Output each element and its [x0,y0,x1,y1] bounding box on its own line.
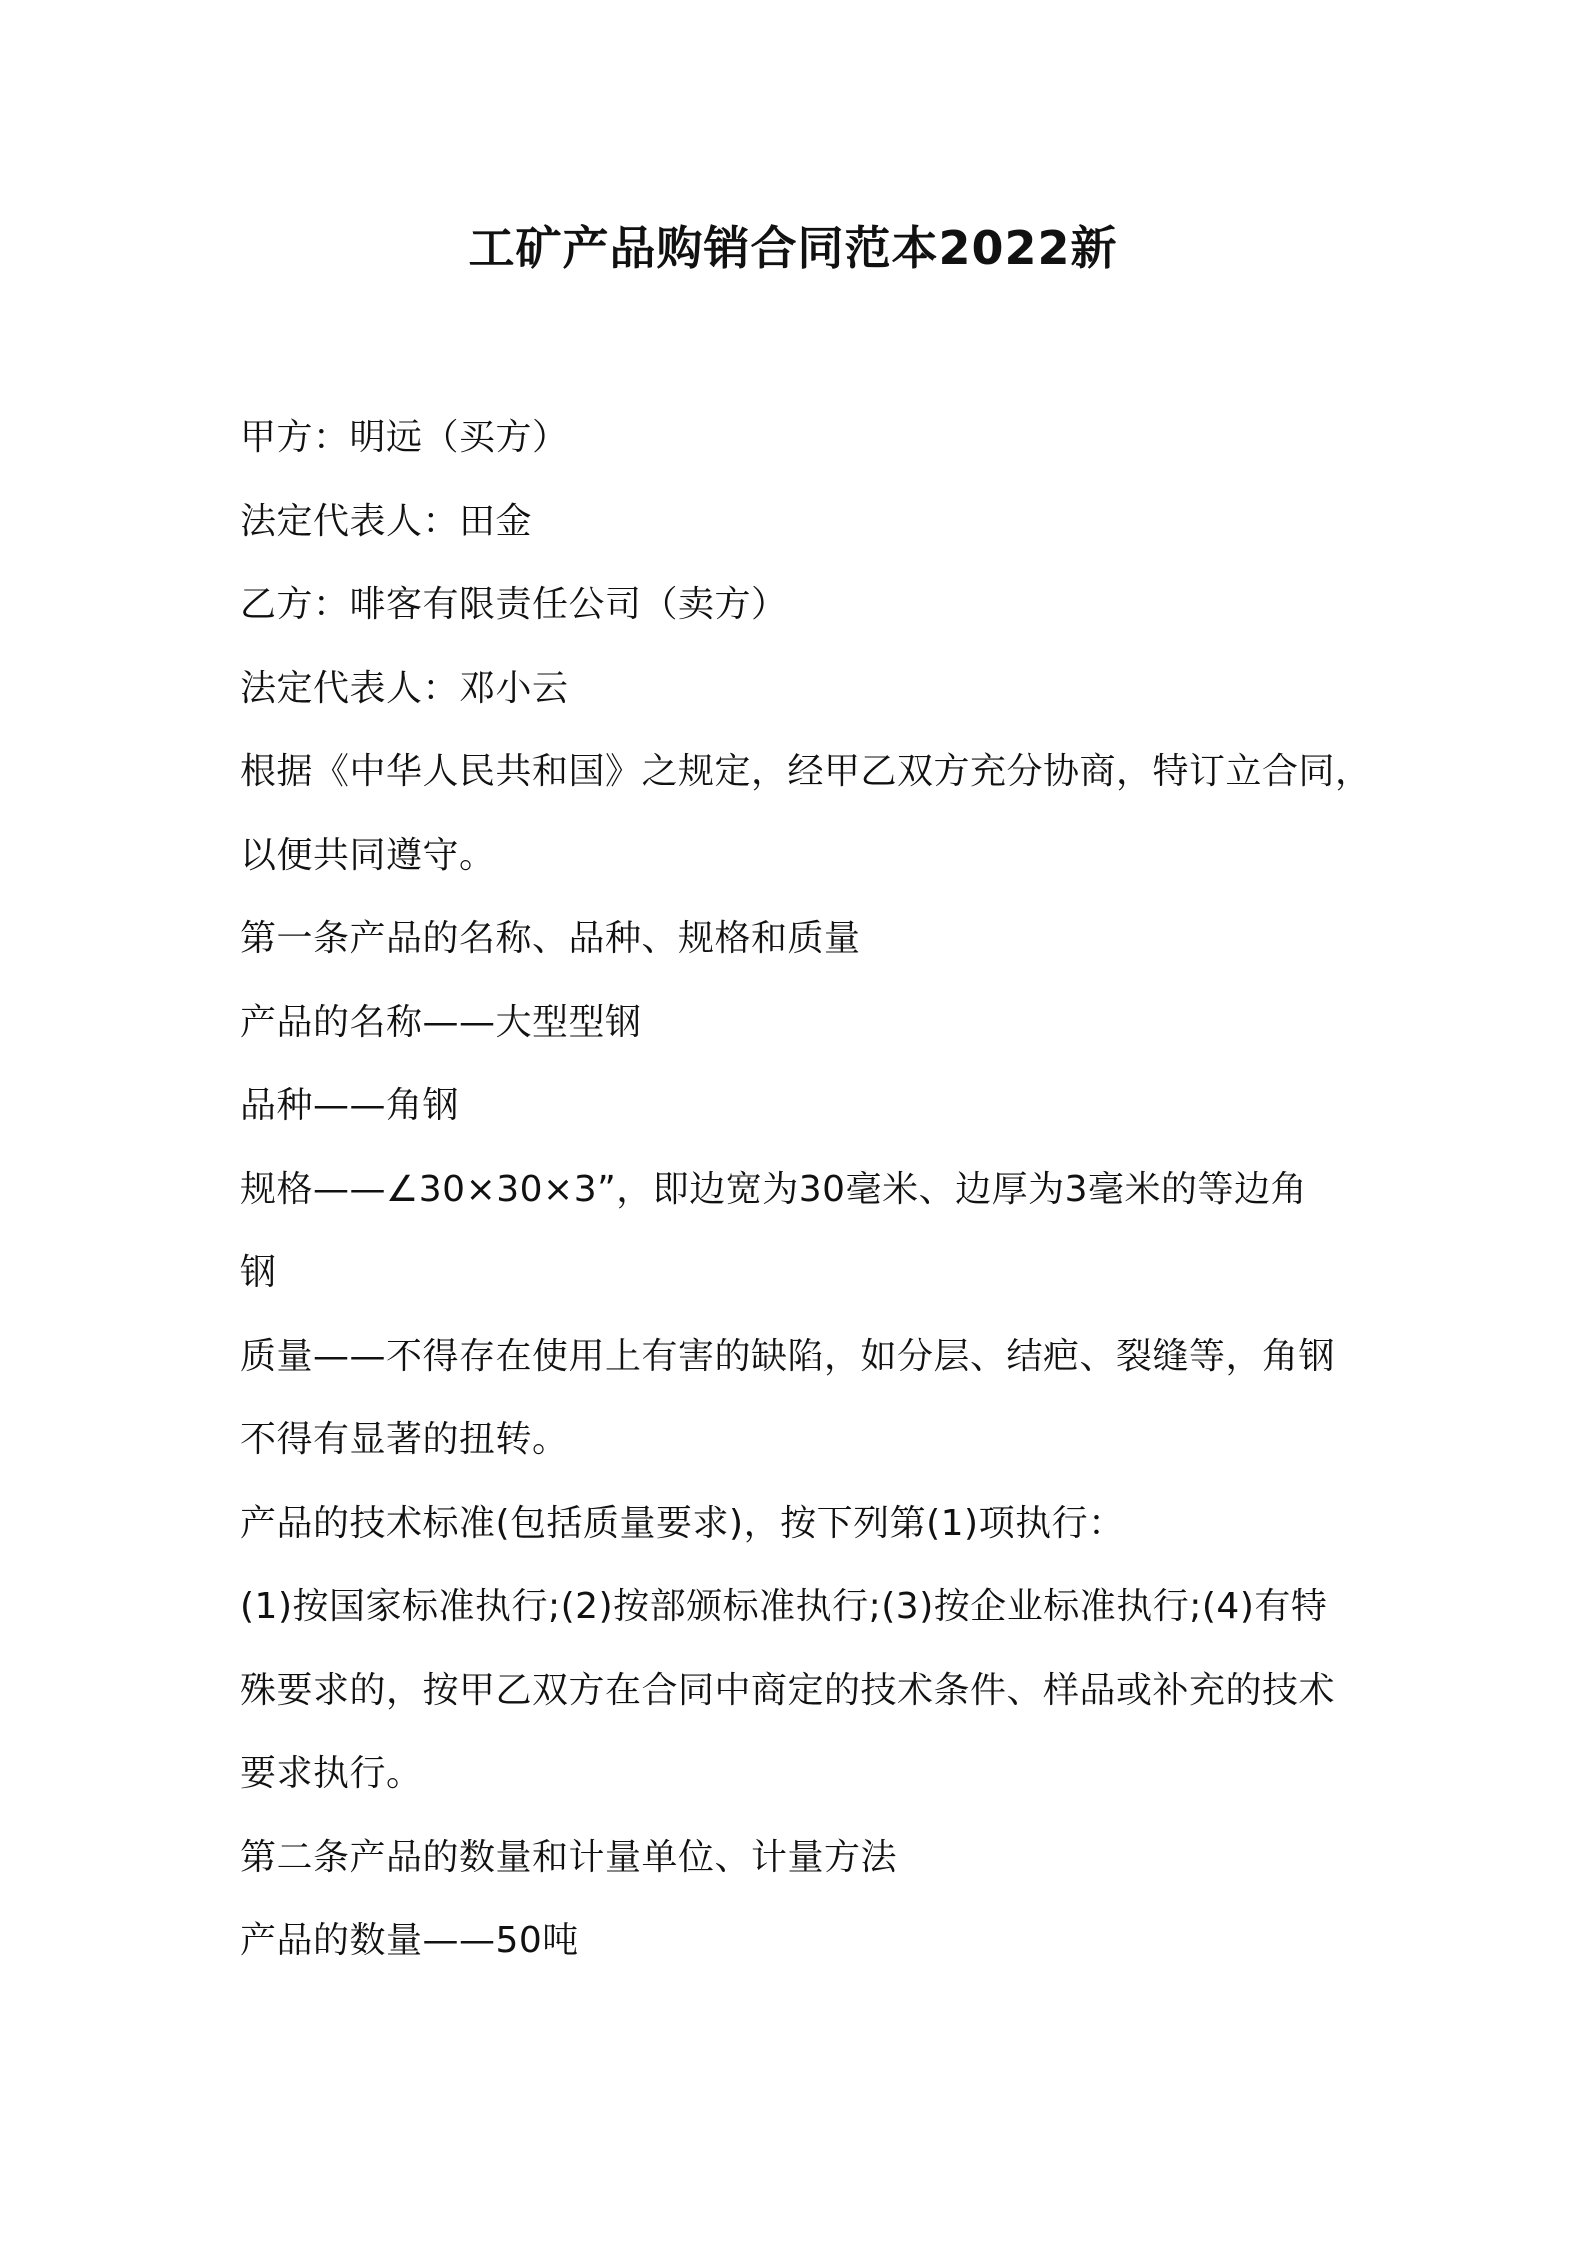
party-a-representative-line: 法定代表人：田金 [240,500,533,542]
technical-standard-line: 产品的技术标准(包括质量要求)，按下列第(1)项执行： [240,1502,1125,1544]
product-spec-line-2: 钢 [240,1252,277,1293]
document-title: 工矿产品购销合同范本2022新 [468,221,1118,275]
standard-options-line-3: 要求执行。 [240,1753,423,1794]
party-b-line: 乙方：啡客有限责任公司（卖方） [240,584,788,625]
product-spec-line-1: 规格——∠30×30×3”，即边宽为30毫米、边厚为3毫米的等边角 [240,1168,1307,1210]
product-quality-line-1: 质量——不得存在使用上有害的缺陷，如分层、结疤、裂缝等，角钢 [240,1335,1336,1377]
product-variety-line: 品种——角钢 [240,1085,460,1126]
standard-options-line-1: (1)按国家标准执行;(2)按部颁标准执行;(3)按企业标准执行;(4)有特 [240,1586,1328,1627]
party-b-representative-line: 法定代表人：邓小云 [240,667,569,709]
product-quality-line-2: 不得有显著的扭转。 [240,1419,569,1460]
product-name-line: 产品的名称——大型型钢 [240,1001,642,1043]
preamble-line-1: 根据《中华人民共和国》之规定，经甲乙双方充分协商，特订立合同， [240,751,1372,792]
preamble-line-2: 以便共同遵守。 [240,834,496,876]
product-quantity-line: 产品的数量——50吨 [240,1920,579,1961]
document-body [240,396,1372,1983]
standard-options-line-2: 殊要求的，按甲乙双方在合同中商定的技术条件、样品或补充的技术 [240,1669,1336,1711]
article-two-heading: 第二条产品的数量和计量单位、计量方法 [240,1836,898,1878]
article-one-heading: 第一条产品的名称、品种、规格和质量 [240,918,861,959]
party-a-line: 甲方：明远（买方） [240,417,569,458]
